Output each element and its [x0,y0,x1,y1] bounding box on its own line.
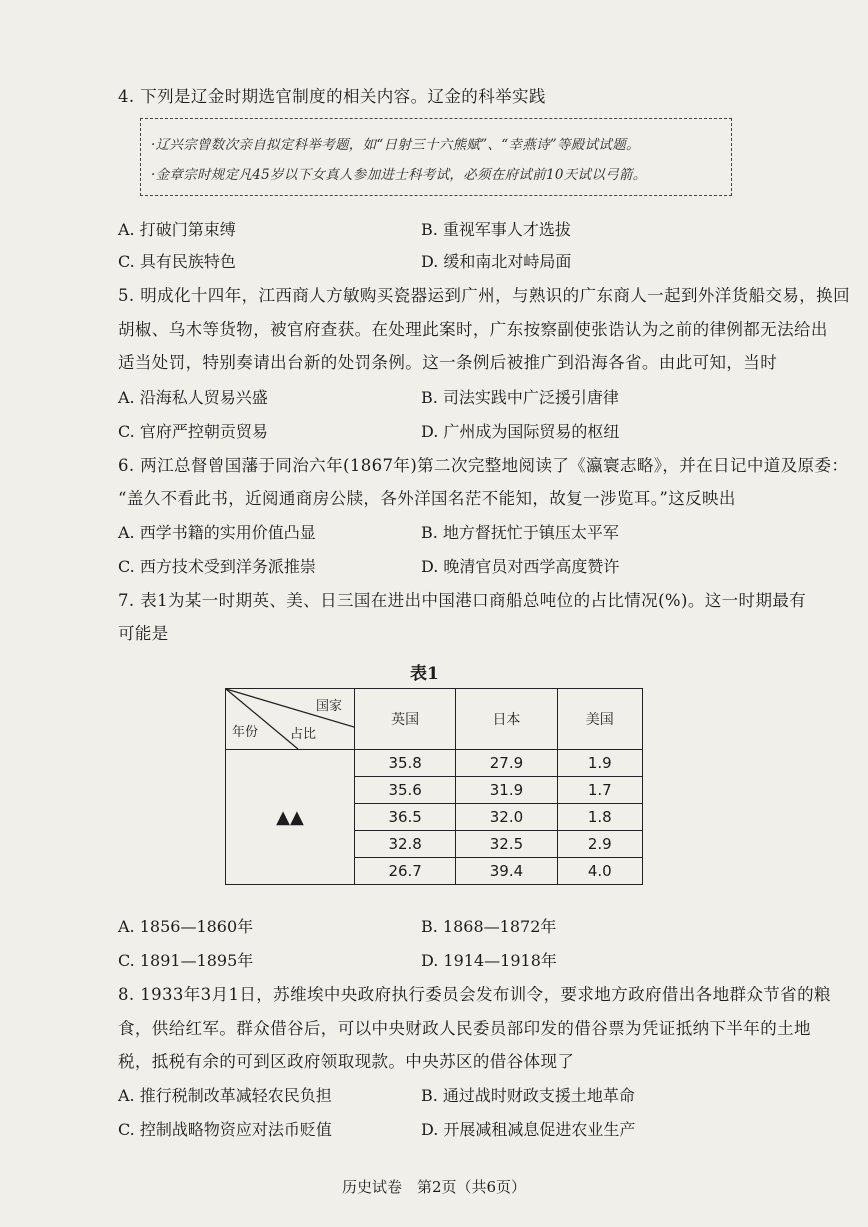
year-placeholder-cell: ▲▲ [226,750,355,885]
q8-stem-line-3: 税，抵税有余的可到区政府领取现款。中央苏区的借谷体现了 [118,1052,575,1071]
q4-stem: 4. 下列是辽金时期选官制度的相关内容。辽金的科举实践 [118,87,546,106]
table-cell: 32.5 [456,831,557,858]
page-footer: 历史试卷 第2页（共6页） [341,1178,527,1196]
q7-option-d: D. 1914—1918年 [421,951,557,970]
table-cell: 1.9 [557,750,642,777]
q8-option-a: A. 推行税制改革减轻农民负担 [118,1086,332,1105]
q7-option-b: B. 1868—1872年 [421,917,557,936]
q5-stem-line-1: 5. 明成化十四年，江西商人方敏购买瓷器运到广州，与熟识的广东商人一起到外洋货船交易，换回 [118,286,850,305]
q7-table-caption: 表1 [410,664,439,684]
q7-option-a: A. 1856—1860年 [118,917,254,936]
q5-stem-line-3: 适当处罚，特别奏请出台新的处罚条例。这一条例后被推广到沿海各省。由此可知，当时 [118,353,778,372]
q8-option-b: B. 通过战时财政支援土地革命 [421,1086,635,1105]
q5-option-b: B. 司法实践中广泛援引唐律 [421,388,619,407]
q4-material-line-1: ·辽兴宗曾数次亲自拟定科举考题，如“日射三十六熊赋”、“幸燕诗”等殿试试题。 [151,137,640,153]
table-row [226,750,643,777]
table-cell: 35.6 [355,777,456,804]
table-cell: 39.4 [456,858,557,885]
q7-stem-line-2: 可能是 [118,624,169,643]
table-cell: 27.9 [456,750,557,777]
header-country-label: 国家 [316,699,343,714]
table-cell: 1.8 [557,804,642,831]
q8-stem-line-2: 食，供给红军。群众借谷后，可以中央财政人民委员部印发的借谷票为凭证抵纳下半年的土地 [118,1019,811,1038]
q7-stem-line-1: 7. 表1为某一时期英、美、日三国在进出中国港口商船总吨位的占比情况(%)。这一时期最有 [118,591,807,610]
q5-option-a: A. 沿海私人贸易兴盛 [118,388,268,407]
q4-option-c: C. 具有民族特色 [118,252,236,271]
q4-option-a: A. 打破门第束缚 [118,220,236,239]
header-col-usa: 美国 [557,689,642,750]
table-cell: 31.9 [456,777,557,804]
q7-table [225,688,643,885]
table-cell: 1.7 [557,777,642,804]
q8-option-d: D. 开展减租减息促进农业生产 [421,1120,636,1139]
q4-option-b: B. 重视军事人才选拔 [421,220,571,239]
table-cell: 36.5 [355,804,456,831]
table-cell: 32.8 [355,831,456,858]
q6-option-a: A. 西学书籍的实用价值凸显 [118,523,316,542]
header-col-uk: 英国 [355,689,456,750]
table-cell: 35.8 [355,750,456,777]
header-col-japan: 日本 [456,689,557,750]
q8-option-c: C. 控制战略物资应对法币贬值 [118,1120,332,1139]
q5-option-c: C. 官府严控朝贡贸易 [118,422,268,441]
table-cell: 32.0 [456,804,557,831]
q5-stem-line-2: 胡椒、乌木等货物，被官府查获。在处理此案时，广东按察副使张诰认为之前的律例都无法给出 [118,320,828,339]
header-ratio-label: 占比 [290,727,317,742]
q6-stem-line-2: “盖久不看此书，近阅通商房公牍，各外洋国名茫不能知，故复一涉览耳。”这反映出 [118,489,736,508]
table-header-row [226,689,643,750]
table-cell: 2.9 [557,831,642,858]
header-year-label: 年份 [232,725,259,740]
q6-option-c: C. 西方技术受到洋务派推崇 [118,557,316,576]
q7-option-c: C. 1891—1895年 [118,951,254,970]
table-cell: 26.7 [355,858,456,885]
q5-option-d: D. 广州成为国际贸易的枢纽 [421,422,620,441]
table-diagonal-header [226,689,355,750]
q4-material-box [140,118,732,196]
table-cell: 4.0 [557,858,642,885]
q6-option-d: D. 晚清官员对西学高度赞许 [421,557,620,576]
q4-material-line-2: ·金章宗时规定凡45岁以下女真人参加进士科考试，必须在府试前10天试以弓箭。 [151,167,647,183]
q6-option-b: B. 地方督抚忙于镇压太平军 [421,523,619,542]
q6-stem-line-1: 6. 两江总督曾国藩于同治六年(1867年)第二次完整地阅读了《瀛寰志略》，并在日记中道及原委： [118,456,849,475]
q4-option-d: D. 缓和南北对峙局面 [421,252,572,271]
q8-stem-line-1: 8. 1933年3月1日，苏维埃中央政府执行委员会发布训令，要求地方政府借出各地群众节省的粮 [118,985,831,1004]
